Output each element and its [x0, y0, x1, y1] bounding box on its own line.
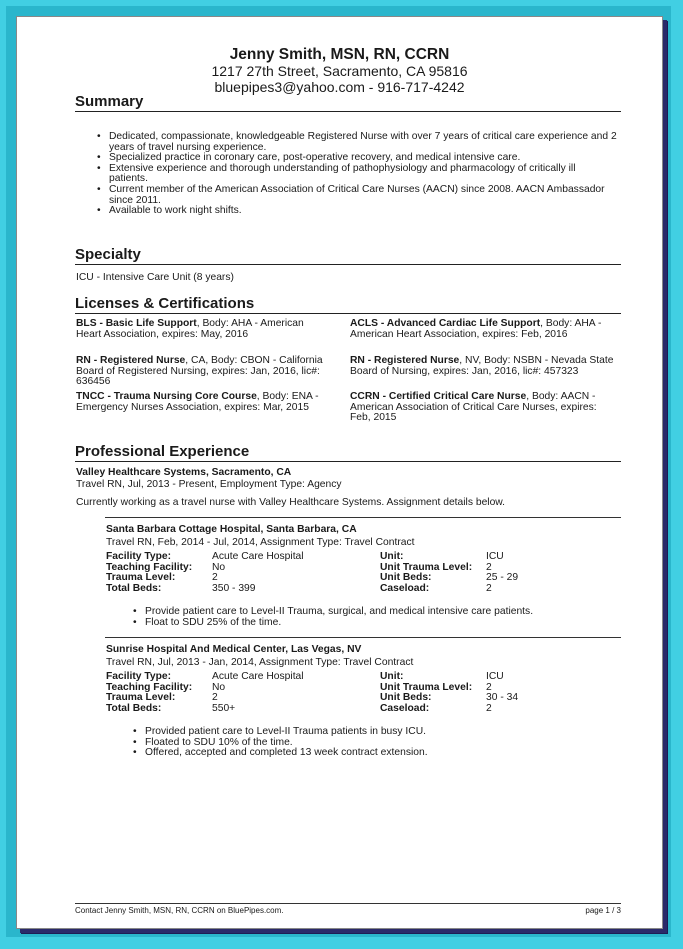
resume-page [16, 16, 663, 929]
summary-item: • Dedicated, compassionate, knowledgeable Registered Nurse with over 7 years of critical care experience and 2 years of travel nursing experience. [97, 132, 617, 153]
detail-value: 2 [212, 692, 218, 704]
detail-value: 2 [486, 561, 492, 573]
summary-heading: Summary [75, 94, 621, 112]
detail-label: Unit Beds: [380, 692, 432, 704]
assignment-divider [105, 517, 621, 518]
license-name: ACLS - Advanced Cardiac Life Support [350, 318, 541, 329]
page-number: page 1 / 3 [585, 906, 621, 915]
assignment-details [106, 552, 606, 594]
license-detail: , Body: AACN - American Association of Critical Care Nurses, expires: Feb, 2015 [350, 391, 597, 424]
assignment-bullet: • Floated to SDU 10% of the time. [133, 738, 613, 749]
assignment-bullets [133, 727, 613, 759]
employer-description: Currently working as a travel nurse with Valley Healthcare Systems. Assignment details below. [76, 497, 506, 508]
license-item [76, 392, 338, 413]
detail-row [106, 552, 606, 563]
license-item [350, 356, 622, 377]
detail-value: 25 - 29 [486, 572, 519, 584]
license-detail: , Body: AHA - American Heart Association, expires: Feb, 2016 [350, 318, 602, 340]
detail-label: Teaching Facility: [106, 561, 193, 573]
license-item [76, 356, 338, 388]
detail-value: ICU [486, 671, 504, 682]
detail-row [106, 683, 606, 694]
detail-label: Trauma Level: [106, 692, 176, 704]
assignment-divider [105, 637, 621, 638]
assignment-details [106, 672, 606, 714]
assignment-role: Travel RN, Jul, 2013 - Jan, 2014, Assignment Type: Travel Contract [106, 657, 414, 668]
detail-value: 550+ [212, 702, 236, 714]
detail-row [106, 563, 606, 574]
specialty-heading: Specialty [75, 247, 621, 265]
license-name: RN - Registered Nurse [350, 355, 460, 366]
detail-label: Unit Beds: [380, 572, 432, 584]
license-detail: , Body: AHA - American Heart Association, expires: May, 2016 [76, 318, 304, 340]
detail-value: No [212, 681, 226, 693]
detail-label: Unit: [380, 671, 404, 682]
license-name: TNCC - Trauma Nursing Core Course [76, 391, 257, 402]
license-name: RN - Registered Nurse [76, 355, 186, 366]
summary-item: • Current member of the American Association of Critical Care Nurses (AACN) since 2008. AACN Ambassador since 2011. [97, 185, 617, 206]
detail-row [106, 704, 606, 715]
detail-row [106, 693, 606, 704]
summary-item: • Extensive experience and thorough understanding of pathophysiology and pharmacology of critically ill patients. [97, 164, 617, 185]
detail-value: 2 [486, 681, 492, 693]
detail-value: 2 [212, 572, 218, 584]
detail-value: 2 [486, 582, 492, 594]
assignment-facility: Santa Barbara Cottage Hospital, Santa Barbara, CA [106, 524, 357, 535]
detail-row [106, 672, 606, 683]
detail-value: 350 - 399 [212, 582, 256, 594]
detail-value: Acute Care Hospital [212, 671, 304, 682]
summary-list [97, 132, 617, 217]
detail-label: Facility Type: [106, 671, 172, 682]
assignment-role: Travel RN, Feb, 2014 - Jul, 2014, Assignment Type: Travel Contract [106, 537, 415, 548]
detail-value: 2 [486, 702, 492, 714]
detail-label: Caseload: [380, 582, 430, 594]
assignment-bullet: • Provide patient care to Level-II Trauma, surgical, and medical intensive care patients. [133, 607, 613, 618]
detail-value: Acute Care Hospital [212, 551, 304, 562]
detail-label: Total Beds: [106, 582, 162, 594]
license-name: CCRN - Certified Critical Care Nurse [350, 391, 527, 402]
licenses-heading: Licenses & Certifications [75, 296, 621, 314]
assignment-bullet: • Provided patient care to Level-II Trauma patients in busy ICU. [133, 727, 613, 738]
employer-position: Travel RN, Jul, 2013 - Present, Employment Type: Agency [76, 479, 342, 490]
detail-label: Total Beds: [106, 702, 162, 714]
assignment-bullet: • Float to SDU 25% of the time. [133, 618, 613, 629]
detail-label: Teaching Facility: [106, 681, 193, 693]
specialty-text: ICU - Intensive Care Unit (8 years) [76, 272, 234, 283]
license-name: BLS - Basic Life Support [76, 318, 197, 329]
license-item [350, 392, 620, 424]
detail-label: Unit Trauma Level: [380, 561, 473, 573]
footer-contact: Contact Jenny Smith, MSN, RN, CCRN on BluePipes.com. [75, 906, 284, 915]
detail-row [106, 584, 606, 595]
detail-label: Unit Trauma Level: [380, 681, 473, 693]
assignment-bullets [133, 607, 613, 628]
employer-name: Valley Healthcare Systems, Sacramento, CA [76, 467, 292, 478]
experience-heading: Professional Experience [75, 444, 621, 462]
detail-row [106, 573, 606, 584]
license-item [350, 319, 620, 340]
assignment-facility: Sunrise Hospital And Medical Center, Las Vegas, NV [106, 644, 362, 655]
license-detail: , Body: ENA - Emergency Nurses Association, expires: Mar, 2015 [76, 391, 319, 413]
detail-label: Facility Type: [106, 551, 172, 562]
detail-label: Trauma Level: [106, 572, 176, 584]
candidate-address: 1217 27th Street, Sacramento, CA 95816 [211, 63, 468, 79]
summary-item: • Available to work night shifts. [97, 206, 617, 217]
license-detail: , CA, Body: CBON - California Board of Registered Nursing, expires: Jan, 2016, lic#: 636456 [76, 355, 323, 388]
footer-divider [75, 903, 621, 904]
assignment-bullet: • Offered, accepted and completed 13 week contract extension. [133, 748, 613, 759]
outer-frame [6, 6, 671, 937]
detail-value: No [212, 561, 226, 573]
license-detail: , NV, Body: NSBN - Nevada State Board of Nursing, expires: Jan, 2016, lic#: 457323 [350, 355, 614, 377]
license-item [76, 319, 326, 340]
summary-item: • Specialized practice in coronary care, post-operative recovery, and medical intensive care. [97, 153, 617, 164]
detail-label: Unit: [380, 551, 404, 562]
candidate-name: Jenny Smith, MSN, RN, CCRN [229, 46, 450, 63]
candidate-contact: bluepipes3@yahoo.com - 916-717-4242 [214, 79, 465, 95]
detail-label: Caseload: [380, 702, 430, 714]
detail-value: ICU [486, 551, 504, 562]
detail-value: 30 - 34 [486, 692, 519, 704]
